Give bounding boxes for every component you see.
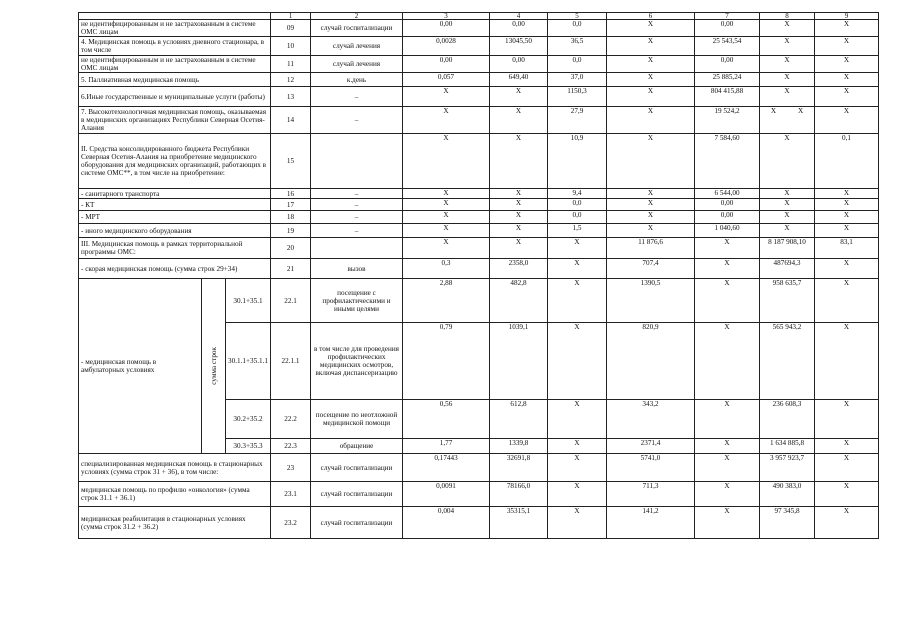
row-name: 5. Паллиативная медицинская помощь	[79, 73, 271, 87]
value-cell: 11 876,6	[607, 238, 695, 259]
value-cell: X	[403, 238, 490, 259]
table-row	[79, 20, 879, 37]
value-cell: X	[815, 224, 879, 238]
value-cell: X	[548, 238, 607, 259]
value-cell: 1339,8	[490, 439, 548, 454]
value-cell: 0,3	[403, 259, 490, 279]
row-number: 13	[271, 87, 311, 107]
extra-mark: X	[798, 107, 804, 115]
header-cell: 2	[311, 13, 403, 20]
value-cell: 19 524,2	[695, 107, 760, 134]
value-cell: X	[760, 211, 815, 224]
amb-name: - медицинская помощь в амбулаторных условиях	[79, 279, 202, 454]
value-cell: 2,88	[403, 279, 490, 323]
row-name: - иного медицинского оборудования	[79, 224, 271, 238]
row-name: - МРТ	[79, 211, 271, 224]
value-cell: X	[548, 482, 607, 507]
value-cell: 0,00	[695, 199, 760, 211]
value-cell: 27,9	[548, 107, 607, 134]
row-unit	[311, 134, 403, 189]
value-cell: X	[815, 87, 879, 107]
value-cell: 0,00	[403, 56, 490, 73]
table-row	[79, 189, 879, 199]
value-cell: 9,4	[548, 189, 607, 199]
value-cell: X	[695, 439, 760, 454]
row-number: 23.2	[271, 507, 311, 539]
row-unit: –	[311, 224, 403, 238]
row-unit: посещение по неотложной медицинской помощи	[311, 400, 403, 439]
value-cell: 0,0028	[403, 37, 490, 56]
value-cell: X	[695, 238, 760, 259]
value-cell: X	[607, 20, 695, 37]
value-cell: X	[548, 279, 607, 323]
row-unit: к.день	[311, 73, 403, 87]
value-cell: X	[815, 259, 879, 279]
value-cell: X X	[760, 107, 815, 134]
value-cell: X	[815, 279, 879, 323]
value-cell: X	[490, 107, 548, 134]
value-cell: X	[695, 454, 760, 482]
header-cell-0	[79, 13, 271, 20]
table-row	[79, 107, 879, 134]
row-unit: в том числе для проведения профилактических медицинских осмотров, включая диспансеризацию	[311, 323, 403, 400]
value-cell: X	[815, 211, 879, 224]
value-cell: 1,77	[403, 439, 490, 454]
row-name: медицинская реабилитация в стационарных условиях (сумма строк 31.2 + 36.2)	[79, 507, 271, 539]
value-cell: 958 635,7	[760, 279, 815, 323]
value-cell: 0,057	[403, 73, 490, 87]
value-cell: 490 383,0	[760, 482, 815, 507]
value-cell: 707,4	[607, 259, 695, 279]
row-number: 23	[271, 454, 311, 482]
row-number: 22.1	[271, 279, 311, 323]
amb-vertical-label: сумма строк	[209, 347, 218, 385]
value-cell: X	[695, 323, 760, 400]
value-cell: 1,5	[548, 224, 607, 238]
value-cell: X	[815, 439, 879, 454]
header-cell: 1	[271, 13, 311, 20]
value-cell: X	[815, 507, 879, 539]
value-cell: X	[403, 199, 490, 211]
table-row	[79, 56, 879, 73]
value-cell: 32691,8	[490, 454, 548, 482]
amb-vertical	[202, 279, 226, 454]
value-cell: 2358,0	[490, 259, 548, 279]
value-cell: X	[760, 73, 815, 87]
header-cell: 4	[490, 13, 548, 20]
row-number: 21	[271, 259, 311, 279]
row-unit: –	[311, 211, 403, 224]
value-cell: 711,3	[607, 482, 695, 507]
row-unit: –	[311, 199, 403, 211]
row-number: 19	[271, 224, 311, 238]
value-cell: 0,00	[695, 56, 760, 73]
table-row	[79, 259, 879, 279]
amb-sub: 30.1+35.1	[226, 279, 271, 323]
row-number: 22.2	[271, 400, 311, 439]
value-cell: X	[815, 73, 879, 87]
value-cell: 804 415,88	[695, 87, 760, 107]
value-cell: 1 040,60	[695, 224, 760, 238]
row-unit: случай госпитализации	[311, 20, 403, 37]
value-cell: 236 608,3	[760, 400, 815, 439]
row-name: 7. Высокотехнологичная медицинская помощь, оказываемая в медицинских организациях Республики Северная Осетия-Алания	[79, 107, 271, 134]
value-cell: X	[760, 189, 815, 199]
header-cell: 3	[403, 13, 490, 20]
row-number: 15	[271, 134, 311, 189]
header-cell: 7	[695, 13, 760, 20]
value-cell: 0,00	[490, 56, 548, 73]
value-cell: 141,2	[607, 507, 695, 539]
row-unit	[311, 238, 403, 259]
value-cell: 0,0	[548, 56, 607, 73]
row-number: 11	[271, 56, 311, 73]
value-cell: X	[490, 211, 548, 224]
value-cell: X	[607, 211, 695, 224]
value-cell: X	[760, 199, 815, 211]
value-cell: 6 544,00	[695, 189, 760, 199]
value-cell: 0,00	[490, 20, 548, 37]
row-unit: –	[311, 87, 403, 107]
value-cell: X	[695, 507, 760, 539]
value-cell: 8 187 908,10	[760, 238, 815, 259]
value-cell: X	[490, 189, 548, 199]
row-number: 17	[271, 199, 311, 211]
value-cell: 0,00	[695, 211, 760, 224]
value-cell: X	[403, 107, 490, 134]
value-cell: X	[815, 199, 879, 211]
value-cell: X	[490, 199, 548, 211]
value-cell: 1 634 885,8	[760, 439, 815, 454]
value-cell: 0,0	[548, 199, 607, 211]
amb-sub: 30.3+35.3	[226, 439, 271, 454]
value-cell: X	[815, 189, 879, 199]
value-cell: X	[548, 323, 607, 400]
value-cell: X	[815, 323, 879, 400]
table-row	[79, 37, 879, 56]
value-cell: 1150,3	[548, 87, 607, 107]
row-number: 10	[271, 37, 311, 56]
row-name: не идентифицированным и не застрахованным в системе ОМС лицам	[79, 56, 271, 73]
row-unit: случай лечения	[311, 37, 403, 56]
value-cell: 83,1	[815, 238, 879, 259]
value-cell: 612,8	[490, 400, 548, 439]
value-cell: X	[490, 224, 548, 238]
row-number: 14	[271, 107, 311, 134]
value-cell: X	[760, 134, 815, 189]
amb-sub: 30.1.1+35.1.1	[226, 323, 271, 400]
value-cell: X	[607, 37, 695, 56]
row-number: 23.1	[271, 482, 311, 507]
value-cell: 649,40	[490, 73, 548, 87]
value-cell: X	[695, 482, 760, 507]
value-cell: X	[815, 107, 879, 134]
value-cell: 0,79	[403, 323, 490, 400]
value-cell: 0,0091	[403, 482, 490, 507]
row-unit: случай госпитализации	[311, 507, 403, 539]
header-cell: 9	[815, 13, 879, 20]
value-cell: 37,0	[548, 73, 607, 87]
row-unit: случай госпитализации	[311, 454, 403, 482]
value-cell: 487694,3	[760, 259, 815, 279]
value-cell: 1039,1	[490, 323, 548, 400]
row-number: 20	[271, 238, 311, 259]
table-row	[79, 199, 879, 211]
row-unit: –	[311, 189, 403, 199]
table-row	[79, 279, 879, 323]
value-cell: X	[403, 211, 490, 224]
row-unit: случай лечения	[311, 56, 403, 73]
value-cell: 565 943,2	[760, 323, 815, 400]
row-name: - КТ	[79, 199, 271, 211]
value-cell: 820,9	[607, 323, 695, 400]
row-unit: обращение	[311, 439, 403, 454]
value-cell: 10,9	[548, 134, 607, 189]
value-cell: 1390,5	[607, 279, 695, 323]
value-cell: 5741,0	[607, 454, 695, 482]
row-unit: случай госпитализации	[311, 482, 403, 507]
value-cell: 0,00	[695, 20, 760, 37]
header-cell: 6	[607, 13, 695, 20]
value-cell: 482,8	[490, 279, 548, 323]
value-cell: X	[548, 439, 607, 454]
value-cell: X	[403, 87, 490, 107]
value-cell: X	[760, 37, 815, 56]
value-cell: X	[815, 20, 879, 37]
value-cell: 0,1	[815, 134, 879, 189]
value-cell: X	[607, 199, 695, 211]
row-number: 09	[271, 20, 311, 37]
value-cell: 0,00	[403, 20, 490, 37]
value-cell: X	[490, 238, 548, 259]
table-row	[79, 238, 879, 259]
value-cell: 0,0	[548, 20, 607, 37]
value-cell: X	[490, 87, 548, 107]
row-name: 4. Медицинская помощь в условиях дневного стационара, в том числе	[79, 37, 271, 56]
value-cell: 0,0	[548, 211, 607, 224]
value-cell: 25 543,54	[695, 37, 760, 56]
value-cell: X	[607, 134, 695, 189]
table-row	[79, 507, 879, 539]
row-name: III. Медицинская помощь в рамках территориальной программы ОМС:	[79, 238, 271, 259]
value-cell: 343,2	[607, 400, 695, 439]
row-number: 12	[271, 73, 311, 87]
row-unit: –	[311, 107, 403, 134]
value-cell: X	[607, 224, 695, 238]
value-cell: 25 885,24	[695, 73, 760, 87]
amb-sub: 30.2+35.2	[226, 400, 271, 439]
value-cell: X	[548, 259, 607, 279]
row-name: 6.Иные государственные и муниципальные услуги (работы)	[79, 87, 271, 107]
value-cell: X	[815, 454, 879, 482]
value-cell: X	[760, 87, 815, 107]
value-cell: 7 584,60	[695, 134, 760, 189]
value-cell: X	[695, 259, 760, 279]
row-unit: вызов	[311, 259, 403, 279]
table-row	[79, 87, 879, 107]
value-cell: 3 957 923,7	[760, 454, 815, 482]
value-cell: X	[607, 56, 695, 73]
value-cell: 78166,0	[490, 482, 548, 507]
row-name: - скорая медицинская помощь (сумма строк 29+34)	[79, 259, 271, 279]
value-cell: 13045,50	[490, 37, 548, 56]
header-row	[79, 13, 879, 20]
value-cell: 0,004	[403, 507, 490, 539]
row-number: 22.1.1	[271, 323, 311, 400]
value-cell: X	[607, 189, 695, 199]
value-cell: X	[607, 87, 695, 107]
table-row	[79, 211, 879, 224]
header-cell: 5	[548, 13, 607, 20]
value-cell: 0,56	[403, 400, 490, 439]
value-cell: X	[815, 400, 879, 439]
table-row	[79, 73, 879, 87]
table-row	[79, 134, 879, 189]
value-cell: 35315,1	[490, 507, 548, 539]
row-name: - санитарного транспорта	[79, 189, 271, 199]
value-cell: X	[695, 279, 760, 323]
table-row	[79, 454, 879, 482]
row-name: не идентифицированным и не застрахованным в системе ОМС лицам	[79, 20, 271, 37]
value-cell: X	[815, 56, 879, 73]
value-cell: X	[760, 56, 815, 73]
value-cell: X	[695, 400, 760, 439]
budget-table	[78, 12, 879, 539]
header-cell: 8	[760, 13, 815, 20]
value-cell: X	[760, 20, 815, 37]
value-cell: X	[403, 189, 490, 199]
value-cell: X	[607, 73, 695, 87]
value-cell: X	[548, 454, 607, 482]
row-name: медицинская помощь по профилю «онкология» (сумма строк 31.1 + 36.1)	[79, 482, 271, 507]
value-cell: X	[607, 107, 695, 134]
value-cell: 36,5	[548, 37, 607, 56]
value-cell: X	[490, 134, 548, 189]
value-cell: X	[548, 507, 607, 539]
row-number: 18	[271, 211, 311, 224]
value-cell: X	[760, 224, 815, 238]
value-cell: X	[815, 482, 879, 507]
row-name: специализированная медицинская помощь в стационарных условиях (сумма строк 31 + 36), в том числе:	[79, 454, 271, 482]
row-number: 16	[271, 189, 311, 199]
table-row	[79, 224, 879, 238]
row-unit: посещение с профилактическими и иными целями	[311, 279, 403, 323]
value-cell: 97 345,8	[760, 507, 815, 539]
row-number: 22.3	[271, 439, 311, 454]
value-cell: X	[815, 37, 879, 56]
value-cell: 0,17443	[403, 454, 490, 482]
value-cell: X	[548, 400, 607, 439]
value-cell: X	[403, 224, 490, 238]
value-cell: 2371,4	[607, 439, 695, 454]
value-cell: X	[403, 134, 490, 189]
table-row	[79, 482, 879, 507]
row-name: II. Средства консолидированного бюджета Республики Северная Осетия-Алания на приобретение медицинского оборудования для медицинских организаций, работающих в системе ОМС**, в том числе на приобретение:	[79, 134, 271, 189]
